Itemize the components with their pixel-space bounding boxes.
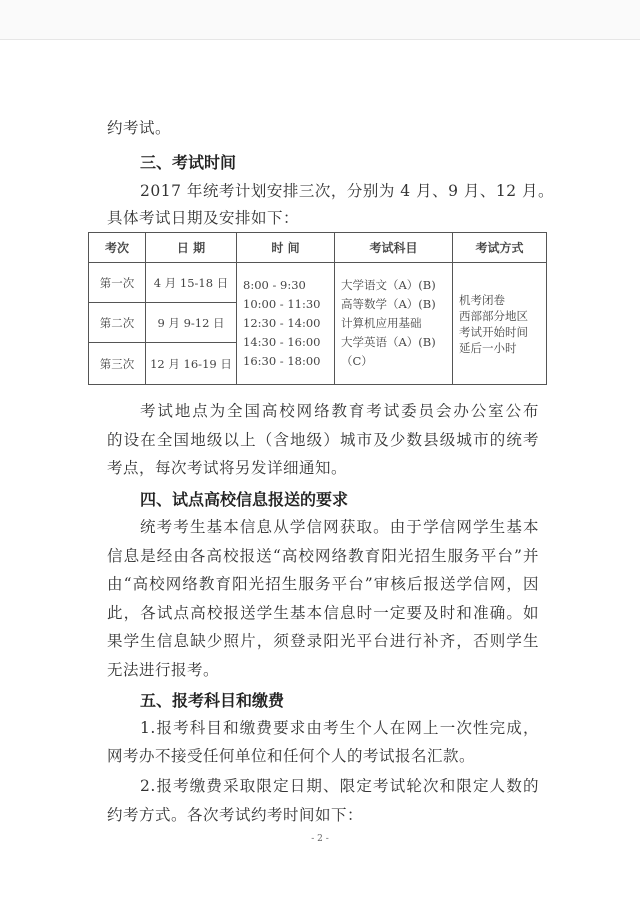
header-cell: 考试科目 <box>335 233 453 263</box>
date-cell: 12 月 16-19 日 <box>146 343 237 385</box>
text-line: 果学生信息缺少照片，须登录阳光平台进行补齐，否则学生 <box>107 632 539 650</box>
text-line: 统考考生基本信息从学信网获取。由于学信网学生基本 <box>140 518 539 536</box>
time-cell <box>237 263 335 385</box>
text-line: 2.报考缴费采取限定日期、限定考试轮次和限定人数的 <box>140 777 539 795</box>
table-row <box>89 263 547 303</box>
time-slot: 14:30 - 16:00 <box>243 335 321 349</box>
text-line: 2017 年统考计划安排三次，分别为 4 月、9 月、12 月。 <box>140 182 555 200</box>
subject: 大学英语（A）(B) <box>341 335 436 349</box>
round-cell: 第一次 <box>89 263 146 303</box>
text-line: 约考试。 <box>107 119 172 137</box>
subject: （C） <box>341 354 373 368</box>
text-line: 无法进行报考。 <box>107 661 220 679</box>
method-line: 西部部分地区 <box>459 308 528 323</box>
header-cell: 考次 <box>89 233 146 263</box>
header-cell: 日 期 <box>146 233 237 263</box>
exam-schedule-table <box>88 232 547 385</box>
text-line: 具体考试日期及安排如下： <box>107 209 300 227</box>
text-line: 考点，每次考试将另发详细通知。 <box>107 459 348 477</box>
section-heading-3: 三、考试时间 <box>140 153 237 172</box>
subject: 大学语文（A）(B) <box>341 278 436 292</box>
section-heading-5: 五、报考科目和缴费 <box>140 691 285 710</box>
time-slot: 10:00 - 11:30 <box>243 297 321 311</box>
subjects-cell <box>335 263 453 385</box>
date-cell: 4 月 15-18 日 <box>146 263 237 303</box>
text-line: 此，各试点高校报送学生基本信息时一定要及时和准确。如 <box>107 604 539 622</box>
text-line: 的设在全国地级以上（含地级）城市及少数县级城市的统考 <box>107 431 539 449</box>
page-number: - 2 - <box>311 834 329 844</box>
round-cell: 第三次 <box>89 343 146 385</box>
text-line: 网考办不接受任何单位和任何个人的考试报名汇款。 <box>107 747 476 765</box>
time-slot: 16:30 - 18:00 <box>243 354 321 368</box>
header-cell: 考试方式 <box>453 233 547 263</box>
time-slot: 8:00 - 9:30 <box>243 278 306 292</box>
text-line: 由“高校网络教育阳光招生服务平台”审核后报送学信网，因 <box>107 575 539 593</box>
text-line: 信息是经由各高校报送“高校网络教育阳光招生服务平台”并 <box>107 547 539 565</box>
method-line: 延后一小时 <box>459 340 517 355</box>
date-cell: 9 月 9-12 日 <box>146 303 237 343</box>
method-line: 考试开始时间 <box>459 324 528 339</box>
subject: 高等数学（A）(B) <box>341 297 436 311</box>
scan-edge <box>0 0 640 40</box>
text-line: 考试地点为全国高校网络教育考试委员会办公室公布 <box>140 402 539 420</box>
section-heading-4: 四、试点高校信息报送的要求 <box>140 490 349 509</box>
method-cell <box>453 263 547 385</box>
table-header-row <box>89 233 547 263</box>
method-line: 机考闭卷 <box>459 292 505 307</box>
text-line: 1.报考科目和缴费要求由考生个人在网上一次性完成， <box>140 719 539 737</box>
time-slot: 12:30 - 14:00 <box>243 316 321 330</box>
round-cell: 第二次 <box>89 303 146 343</box>
subject: 计算机应用基础 <box>341 316 422 330</box>
text-line: 约考方式。各次考试约考时间如下： <box>107 806 364 824</box>
header-cell: 时 间 <box>237 233 335 263</box>
